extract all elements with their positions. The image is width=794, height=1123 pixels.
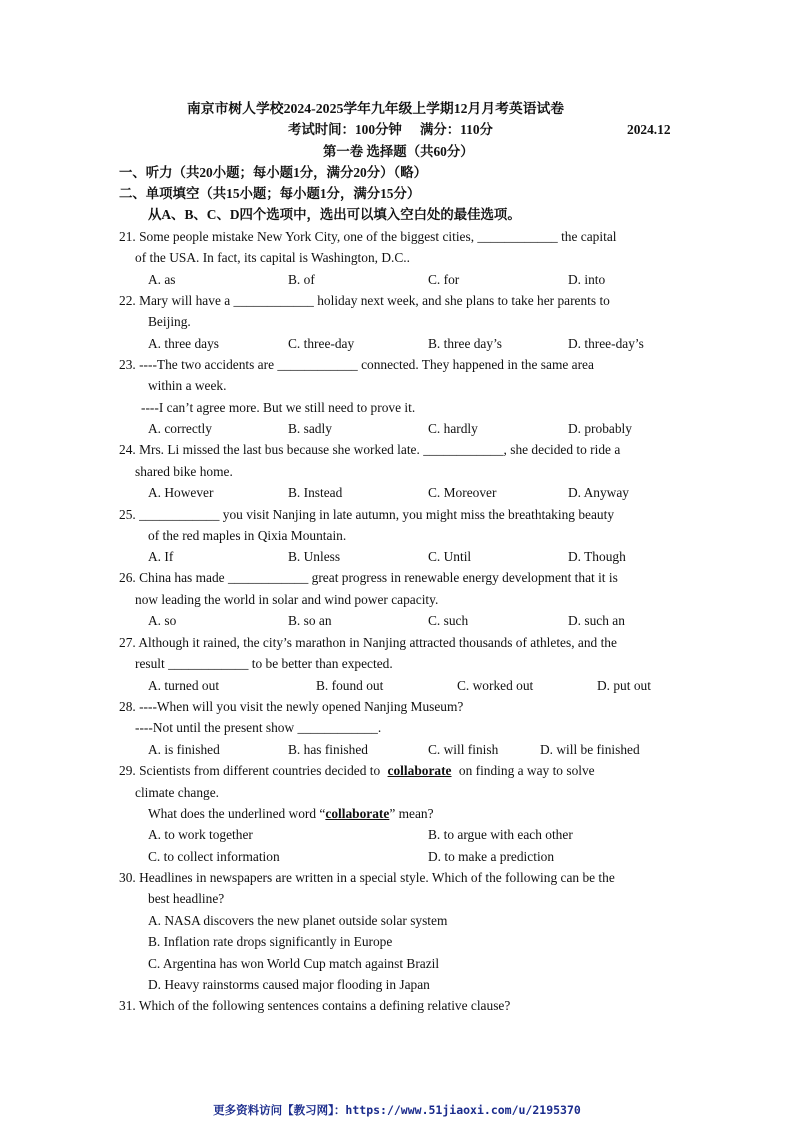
exam-date: 2024.12 xyxy=(627,122,671,137)
underlined-word-quote: collaborate xyxy=(325,806,390,821)
question-24-line1: 24. Mrs. Li missed the last bus because she worked late. ____________, she decided to ride a xyxy=(119,442,621,457)
question-29-line3 xyxy=(148,805,434,823)
question-24-option-d: D. Anyway xyxy=(568,485,629,500)
question-23-option-d: D. probably xyxy=(568,421,632,436)
question-30-line2: best headline? xyxy=(148,891,225,906)
question-21-option-c: C. for xyxy=(428,272,460,287)
question-25-line2: of the red maples in Qixia Mountain. xyxy=(148,528,347,543)
question-29-option-a: A. to work together xyxy=(148,827,253,842)
question-23-option-a: A. correctly xyxy=(148,421,212,436)
question-22-line1: 22. Mary will have a ____________ holiday next week, and she plans to take her parents to xyxy=(119,293,610,308)
question-29-line1-pre: 29. Scientists from different countries decided to xyxy=(119,763,381,778)
question-21-option-b: B. of xyxy=(288,272,315,287)
question-21-line1: 21. Some people mistake New York City, one of the biggest cities, ____________ the capital xyxy=(119,229,617,244)
question-29-line3-pre: What does the underlined word “ xyxy=(148,806,326,821)
question-21-option-a: A. as xyxy=(148,272,176,287)
question-24-option-a: A. However xyxy=(148,485,214,500)
question-28-option-d: D. will be finished xyxy=(540,742,640,757)
question-27-line2: result ____________ to be better than expected. xyxy=(135,656,393,671)
question-25-option-a: A. If xyxy=(148,549,174,564)
question-25-option-c: C. Until xyxy=(428,549,472,564)
question-26-line2: now leading the world in solar and wind power capacity. xyxy=(135,592,439,607)
question-29-line1-post: on finding a way to solve xyxy=(458,763,595,778)
question-23-line2: within a week. xyxy=(148,378,227,393)
question-29-option-d: D. to make a prediction xyxy=(428,849,555,864)
question-27-option-c: C. worked out xyxy=(457,678,534,693)
question-28-option-b: B. has finished xyxy=(288,742,368,757)
question-24-option-c: C. Moreover xyxy=(428,485,497,500)
question-26-option-b: B. so an xyxy=(288,613,332,628)
underlined-word: collaborate xyxy=(387,763,452,778)
question-21-line2: of the USA. In fact, its capital is Washington, D.C.. xyxy=(135,250,411,265)
exam-time: 考试时间：100分钟 xyxy=(288,122,402,137)
part-title: 第一卷 选择题（共60分） xyxy=(323,144,474,159)
question-23-line3: ----I can’t agree more. But we still need to prove it. xyxy=(141,400,416,415)
question-30-option-d: D. Heavy rainstorms caused major flooding in Japan xyxy=(148,977,430,992)
question-22-option-d: D. three-day’s xyxy=(568,336,644,351)
full-score: 满分：110分 xyxy=(420,122,493,137)
question-27-option-d: D. put out xyxy=(597,678,651,693)
question-26-option-d: D. such an xyxy=(568,613,625,628)
question-29-line1 xyxy=(119,762,595,780)
question-21-option-d: D. into xyxy=(568,272,606,287)
question-26-option-c: C. such xyxy=(428,613,469,628)
question-25-option-b: B. Unless xyxy=(288,549,341,564)
question-28-line2: ----Not until the present show ____________. xyxy=(135,720,382,735)
question-25-option-d: D. Though xyxy=(568,549,626,564)
question-29-line2: climate change. xyxy=(135,785,220,800)
question-23-option-b: B. sadly xyxy=(288,421,332,436)
section-single-choice: 二、单项填空（共15小题；每小题1分，满分15分） xyxy=(119,186,421,201)
footer-link[interactable]: 更多资料访问【教习网】：https://www.51jiaoxi.com/u/2195370 xyxy=(213,1103,581,1117)
question-28-line1: 28. ----When will you visit the newly opened Nanjing Museum? xyxy=(119,699,464,714)
question-29-option-b: B. to argue with each other xyxy=(428,827,573,842)
question-29-line3-post: ” mean? xyxy=(389,806,434,821)
question-30-option-a: A. NASA discovers the new planet outside solar system xyxy=(148,913,448,928)
section-listening: 一、听力（共20小题；每小题1分，满分20分）（略） xyxy=(119,165,427,180)
question-24-option-b: B. Instead xyxy=(288,485,343,500)
question-28-option-a: A. is finished xyxy=(148,742,220,757)
question-22-option-b: B. three day’s xyxy=(428,336,503,351)
section-instruction: 从A、B、C、D四个选项中，选出可以填入空白处的最佳选项。 xyxy=(148,207,521,222)
question-31-line1: 31. Which of the following sentences contains a defining relative clause? xyxy=(119,998,511,1013)
question-22-option-a: A. three days xyxy=(148,336,220,351)
question-23-line1: 23. ----The two accidents are ____________ connected. They happened in the same area xyxy=(119,357,594,372)
question-26-line1: 26. China has made ____________ great progress in renewable energy development that it is xyxy=(119,570,618,585)
question-23-option-c: C. hardly xyxy=(428,421,478,436)
question-27-line1: 27. Although it rained, the city’s marathon in Nanjing attracted thousands of athletes, and the xyxy=(119,635,617,650)
question-30-line1: 30. Headlines in newspapers are written in a special style. Which of the following can be the xyxy=(119,870,615,885)
question-30-option-c: C. Argentina has won World Cup match against Brazil xyxy=(148,956,440,971)
question-22-option-c: C. three-day xyxy=(288,336,355,351)
exam-title: 南京市树人学校2024-2025学年九年级上学期12月月考英语试卷 xyxy=(187,101,565,116)
question-22-line2: Beijing. xyxy=(148,314,191,329)
question-28-option-c: C. will finish xyxy=(428,742,499,757)
question-25-line1: 25. ____________ you visit Nanjing in late autumn, you might miss the breathtaking beauty xyxy=(119,507,615,522)
question-29-option-c: C. to collect information xyxy=(148,849,280,864)
question-24-line2: shared bike home. xyxy=(135,464,233,479)
question-30-option-b: B. Inflation rate drops significantly in Europe xyxy=(148,934,393,949)
question-27-option-b: B. found out xyxy=(316,678,384,693)
question-26-option-a: A. so xyxy=(148,613,177,628)
question-27-option-a: A. turned out xyxy=(148,678,220,693)
